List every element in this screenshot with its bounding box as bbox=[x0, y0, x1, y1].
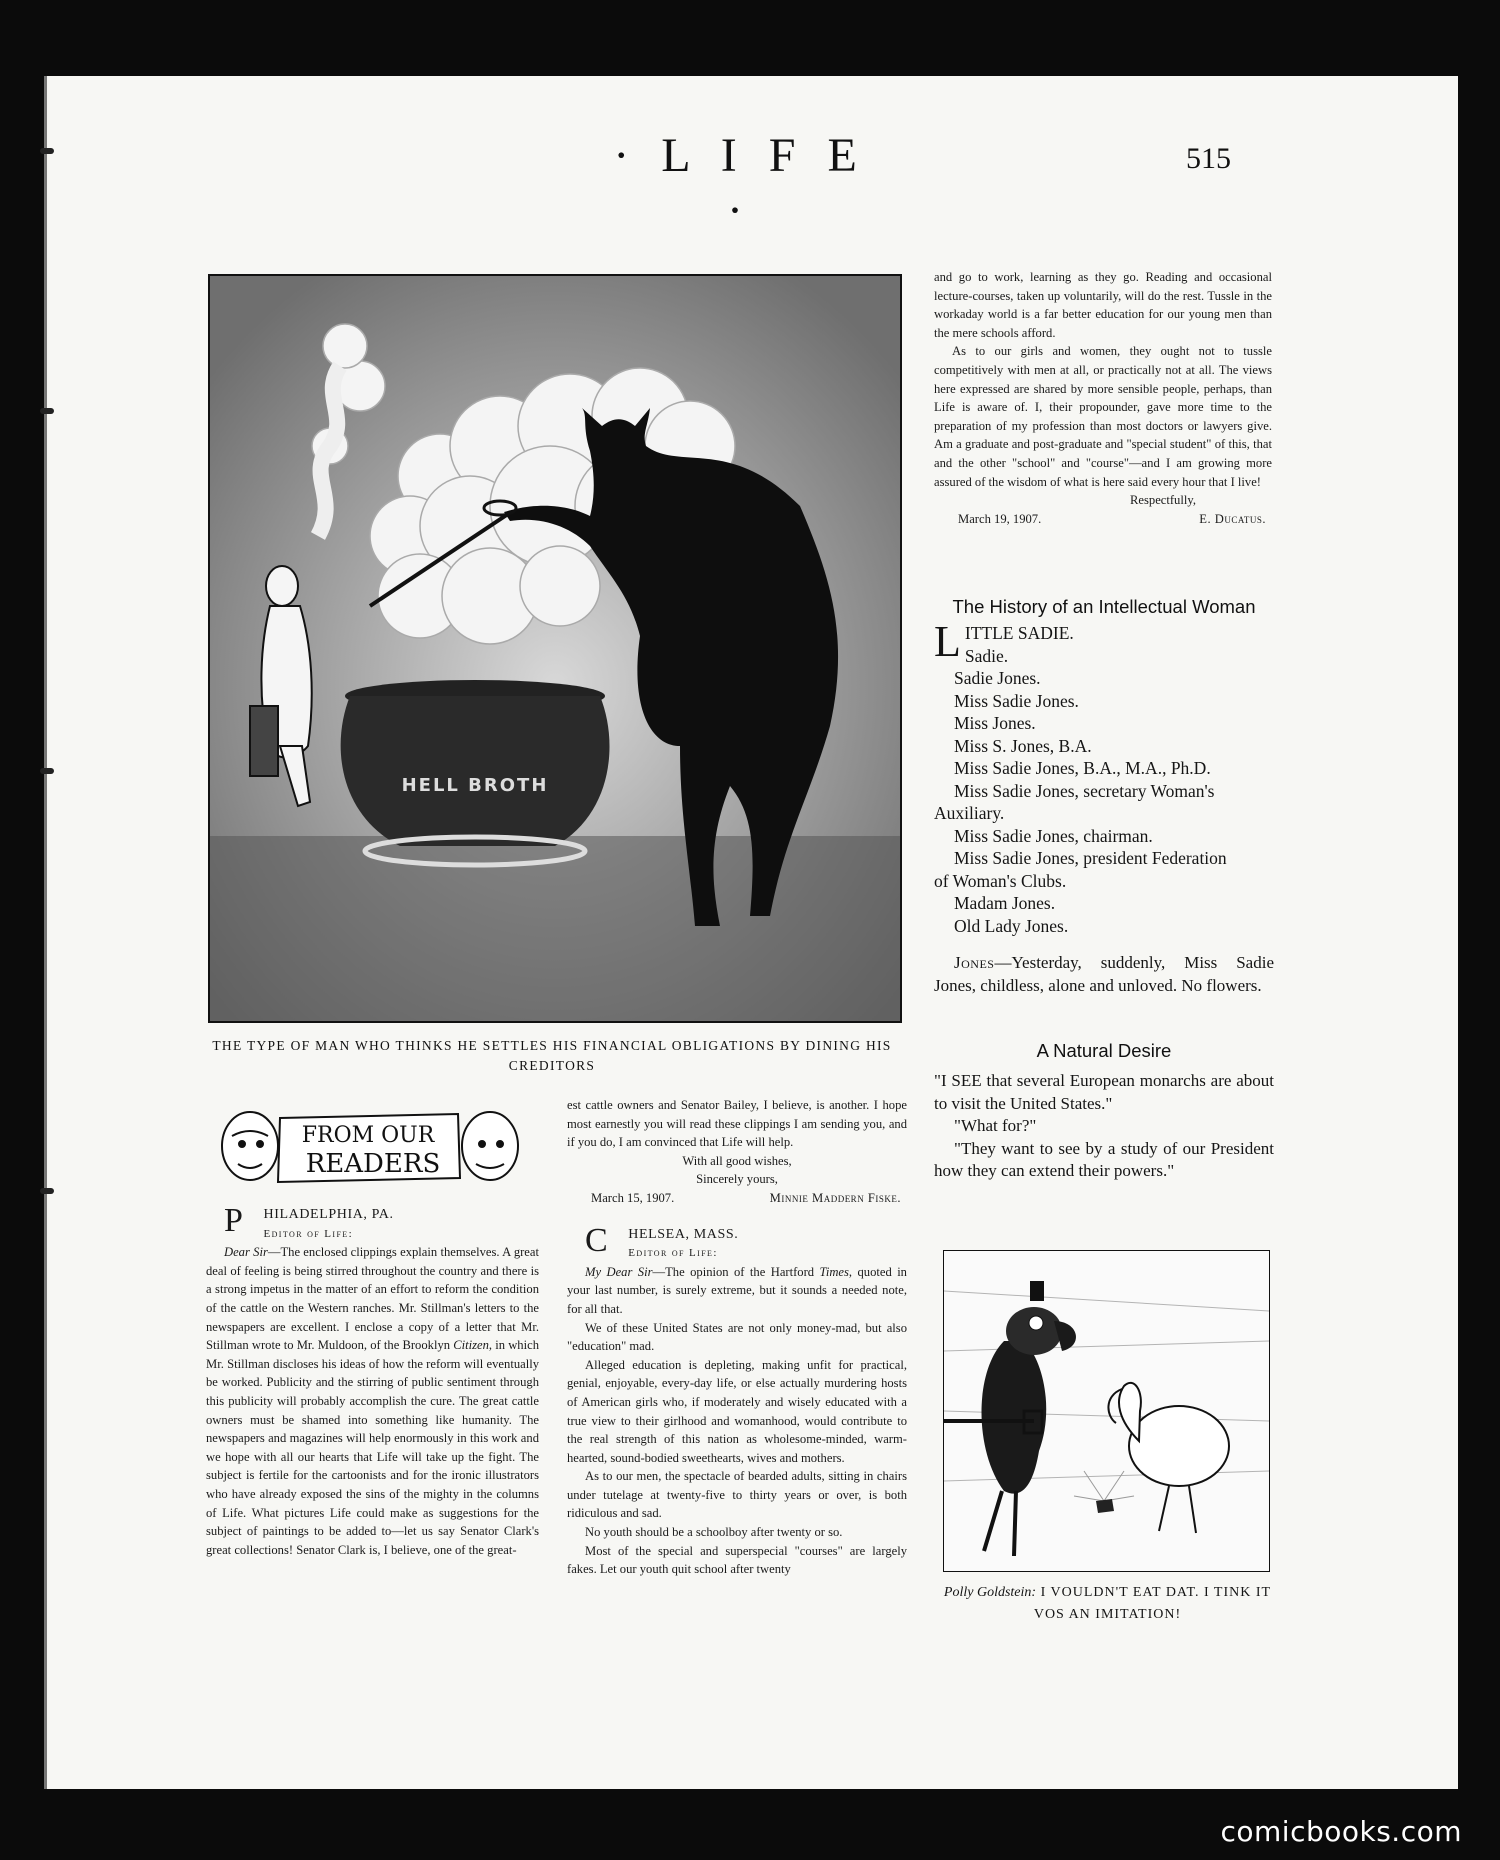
letter-place: HELSEA, MASS. bbox=[628, 1226, 739, 1242]
history-line: ITTLE SADIE. bbox=[964, 623, 1074, 643]
letter-signature: E. Ducatus. bbox=[1199, 511, 1266, 526]
letter-body: —The opinion of the Hartford bbox=[652, 1264, 820, 1279]
letter-date: March 19, 1907. bbox=[958, 511, 1042, 526]
history-line: Miss Sadie Jones, chairman. bbox=[954, 825, 1153, 846]
history-list bbox=[934, 617, 1274, 937]
place-initial: C bbox=[585, 1221, 609, 1259]
letter-place: HILADELPHIA, PA. bbox=[263, 1207, 394, 1222]
binding-thread bbox=[40, 1188, 54, 1194]
letter-salutation: My Dear Sir bbox=[585, 1264, 653, 1279]
history-line: Old Lady Jones. bbox=[954, 915, 1069, 936]
letter-paragraph: Most of the special and superspecial "courses" are largely fakes. Let our youth quit school after twenty bbox=[567, 1543, 907, 1577]
letter-paragraph: and go to work, learning as they go. Reading and occasional lecture-courses, taken up voluntarily, will do the rest. Tussle in the workaday world is a far better education for our young men than the mere schools afford. bbox=[934, 270, 1272, 340]
natural-desire-text bbox=[934, 1070, 1274, 1183]
history-line: Miss Sadie Jones. bbox=[954, 690, 1079, 711]
natural-desire-title: A Natural Desire bbox=[1036, 1040, 1172, 1061]
banner-line-2: READERS bbox=[305, 1149, 441, 1179]
history-line: Miss Jones. bbox=[954, 713, 1036, 733]
watermark: comicbooks.com bbox=[1220, 1815, 1462, 1848]
letter-editor: Editor of Life: bbox=[263, 1227, 354, 1240]
history-line: Madam Jones. bbox=[954, 893, 1056, 913]
history-line: Miss Sadie Jones, president Federation bbox=[954, 848, 1227, 868]
letter-signature: Minnie Maddern Fiske. bbox=[769, 1190, 901, 1205]
banner-face-right bbox=[462, 1112, 518, 1180]
page-number: 515 bbox=[1186, 142, 1231, 175]
letter-salutation: Dear Sir bbox=[224, 1245, 268, 1260]
cartoon-caption: THE TYPE OF MAN WHO THINKS HE SETTLES HIS FINANCIAL OBLIGATIONS BY DINING HIS CREDITORS bbox=[212, 1038, 892, 1073]
pot-label: HELL BROTH bbox=[401, 775, 549, 796]
history-obituary bbox=[934, 952, 1274, 997]
history-initial: L bbox=[934, 617, 961, 666]
binding-thread bbox=[40, 408, 54, 414]
letter-body: est cattle owners and Senator Bailey, I believe, is another. I hope most earnestly you will read these clippings I am sending you, and if you do, I am convinced that Life will help. bbox=[567, 1098, 907, 1150]
letter-body: —The enclosed clippings explain themselves. A great deal of feeling is being stirred throughout the country and there is a strong impetus in the matter of an effort to reform the condition of the cattle on the Western ranches. Mr. Stillman's letters to the newspapers are excellent. I enclose a copy of a letter that Mr. Stillman wrote to Mr. Muldoon, of the Brooklyn bbox=[206, 1245, 539, 1353]
letter-closing: With all good wishes, bbox=[682, 1153, 792, 1168]
history-line: Miss S. Jones, B.A. bbox=[954, 735, 1092, 756]
cartoon-illustration bbox=[210, 276, 900, 1021]
parrot-illustration bbox=[944, 1251, 1269, 1571]
binding-thread bbox=[40, 768, 54, 774]
letter-closing: Sincerely yours, bbox=[696, 1172, 778, 1187]
dialogue-line: "They want to see by a study of our President how they can extend their powers." bbox=[934, 1138, 1274, 1180]
banner-face-left bbox=[222, 1112, 278, 1180]
letter-philadelphia bbox=[206, 1202, 539, 1559]
dialogue-line: "I SEE that several European monarchs are about to visit the United States." bbox=[934, 1071, 1274, 1113]
letter-closing: Respectfully, bbox=[1130, 493, 1196, 508]
hell-broth-cartoon bbox=[208, 274, 902, 1023]
letter-date: March 15, 1907. bbox=[591, 1190, 675, 1205]
binding-thread bbox=[40, 148, 54, 154]
caption-speaker: Polly Goldstein: bbox=[943, 1585, 1037, 1600]
letter-paragraph: Alleged education is depleting, making unfit for practical, genial, enjoyable, every-day life, or else actually murdering hosts of American girls who, if moderately and wisely educated with a true view to their girlhood and womanhood, would contribute to the real strength of this nation as wholesome-minded, warm-hearted, sound-bodied sweethearts, wives and mothers. bbox=[567, 1357, 907, 1465]
letter-paragraph: We of these United States are not only money-mad, but also "education" mad. bbox=[567, 1320, 907, 1354]
history-line: Miss Sadie Jones, secretary Woman's bbox=[954, 780, 1215, 801]
history-line: Sadie Jones. bbox=[954, 668, 1041, 688]
history-line: Sadie. bbox=[964, 645, 1009, 666]
place-initial: P bbox=[224, 1202, 244, 1239]
dialogue-line: "What for?" bbox=[954, 1116, 1037, 1135]
letter-paragraph: No youth should be a schoolboy after twenty or so. bbox=[585, 1525, 843, 1540]
history-line: Miss Sadie Jones, B.A., M.A., Ph.D. bbox=[954, 758, 1211, 778]
history-line: Auxiliary. bbox=[934, 803, 1005, 823]
caption-speech: I VOULDN'T EAT DAT. I TINK IT VOS AN IMITATION! bbox=[1033, 1585, 1272, 1622]
obituary-name: Jones bbox=[954, 953, 995, 972]
history-title: The History of an Intellectual Woman bbox=[952, 596, 1256, 617]
parrot-caption bbox=[940, 1582, 1275, 1626]
letter-body: , in which Mr. Stillman discloses his ideas of how the reform will eventually be worked. Publicity and the stirring of public sentiment through this publicity will probably accomplish the cure. The great cattle owners must be shamed into something like humanity. The newspapers and magazines will help enormously in this work and we hope with all our hearts that Life will take up the fight. The subject is fertile for the cartoonists and for the ironic illustrators who have already exposed the sins of the mighty in the columns of Life. What pictures Life could make as suggestions for the subject of paintings to be added to—let us say Senator Clark's great collections! Senator Clark is, I believe, one of the great- bbox=[206, 1338, 539, 1557]
banner-line-1: FROM OUR bbox=[301, 1123, 435, 1148]
letter-chelsea-continued bbox=[934, 268, 1272, 528]
page-spine bbox=[44, 76, 47, 1789]
letter-editor: Editor of Life: bbox=[628, 1247, 718, 1260]
from-our-readers-banner bbox=[208, 1096, 528, 1196]
letter-body: , quoted in your last number, is surely extreme, but it sounds a needed note, for all that. bbox=[567, 1264, 907, 1316]
masthead: · L I F E · bbox=[613, 129, 867, 237]
parrot-cartoon bbox=[943, 1250, 1270, 1572]
letter-paragraph: As to our girls and women, they ought not to tussle competitively with men at all, or practically not at all. The views here expressed are shared by more sensible people, perhaps, than Life is aware of. I, their propounder, gave more time to the preparation of my profession than most doctors or lawyers give. Am a graduate and post-graduate and "special student" of this, that and the other "school" and "course"—and I am growing more assured of the wisdom of what is here said every hour that I live! bbox=[934, 344, 1272, 489]
newspaper-name: Times bbox=[819, 1264, 849, 1279]
letter-paragraph: As to our men, the spectacle of bearded adults, sitting in chairs under tutelage at twenty-five to thirty years or over, is both ridiculous and sad. bbox=[567, 1469, 907, 1521]
newspaper-name: Citizen bbox=[453, 1338, 489, 1353]
letter-column-2 bbox=[567, 1096, 907, 1579]
history-line: of Woman's Clubs. bbox=[934, 870, 1067, 891]
obituary-text: —Yesterday, suddenly, Miss Sadie Jones, childless, alone and unloved. No flowers. bbox=[934, 953, 1274, 995]
